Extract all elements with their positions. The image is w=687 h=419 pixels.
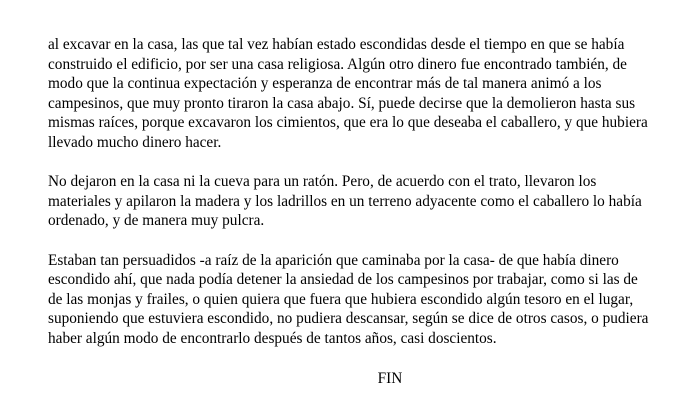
text-line: haber algún modo de encontrarlo después de tantos años, casi doscientos.: [48, 329, 497, 347]
text-line: ordenado, y de manera muy pulcra.: [48, 212, 265, 230]
ending-label: FIN: [377, 370, 403, 387]
document-body: [48, 35, 687, 349]
paragraph-spacer: [48, 231, 687, 251]
text-line: suponiendo que estuviera escondido, no pudiera descansar, según se dice de otros casos, o pudiera: [48, 310, 649, 328]
text-line: llevado mucho dinero hacer.: [48, 133, 222, 151]
text-line: No dejaron en la casa ni la cueva para un ratón. Pero, de acuerdo con el trato, llevaron los: [48, 173, 597, 191]
text-line: construido el edificio, por ser una casa religiosa. Algún otro dinero fue encontrado también, de: [48, 55, 627, 73]
text-line: de las monjas y frailes, o quien quiera que fuera que hubiera escondido algún tesoro en el lugar,: [48, 290, 634, 308]
paragraph-1: [48, 35, 687, 153]
text-line: al excavar en la casa, las que tal vez habían estado escondidas desde el tiempo en que se había: [48, 36, 625, 53]
text-line: Estaban tan persuadidos -a raíz de la aparición que caminaba por la casa- de que había dinero: [48, 251, 619, 269]
paragraph-3: [48, 251, 687, 349]
text-line: mismas raíces, porque excavaron los cimientos, que era lo que deseaba el caballero, y que hubiera: [48, 114, 648, 132]
text-line: escondido ahí, que nada podía detener la ansiedad de los campesinos por trabajar, como si las de: [48, 271, 638, 289]
text-line: campesinos, que muy pronto tiraron la casa abajo. Sí, puede decirse que la demolieron hasta sus: [48, 94, 636, 112]
text-line: materiales y apilaron la madera y los ladrillos en un terreno adyacente como el caballero lo había: [48, 192, 642, 210]
paragraph-2: [48, 172, 687, 231]
text-line: modo que la continua expectación y esperanza de encontrar más de tal manera animó a los: [48, 75, 602, 93]
paragraph-spacer: [48, 153, 687, 173]
